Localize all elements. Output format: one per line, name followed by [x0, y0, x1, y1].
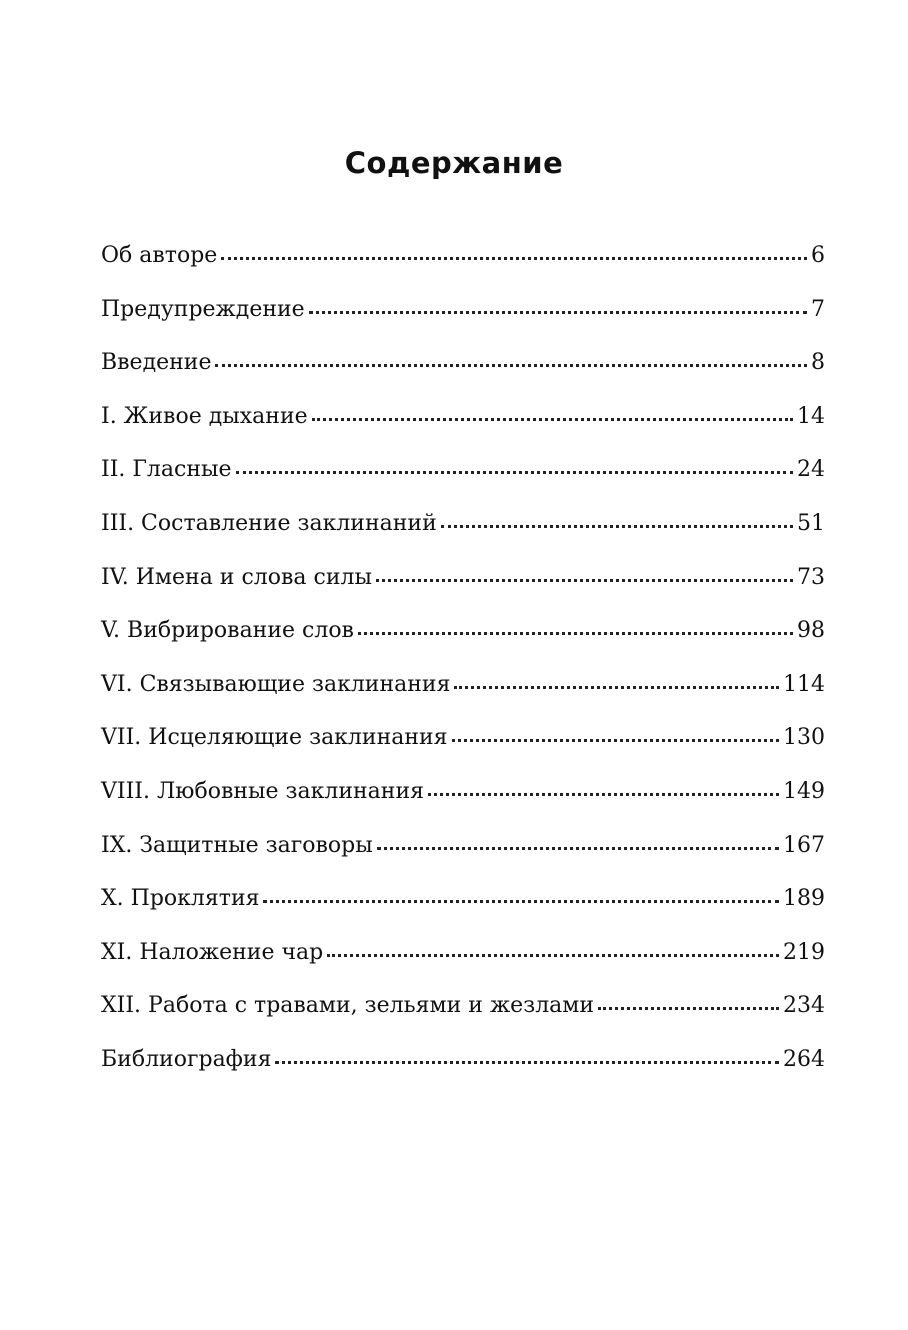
toc-entry-page: 73: [797, 564, 825, 590]
dot-leader: [454, 686, 779, 689]
toc-entry-introduction[interactable]: [101, 343, 825, 397]
toc-entry-label: V. Вибрирование слов: [101, 618, 354, 644]
toc-entry-label: Предупреждение: [101, 296, 305, 322]
toc-entry-label: VII. Исцеляющие заклинания: [101, 725, 448, 751]
dot-leader: [215, 364, 807, 367]
toc-entry-page: 130: [783, 725, 825, 751]
toc-entry-label: I. Живое дыхание: [101, 403, 308, 429]
toc-entry-label: III. Составление заклинаний: [101, 510, 437, 536]
toc-entry-page: 8: [811, 350, 825, 376]
toc-entry-chapter-1[interactable]: [101, 397, 825, 451]
dot-leader: [327, 954, 779, 957]
dot-leader: [275, 1061, 779, 1064]
toc-title: Содержание: [344, 146, 564, 180]
toc-entry-about-author[interactable]: [101, 236, 825, 290]
table-of-contents: [101, 236, 825, 1094]
toc-entry-page: 234: [783, 993, 825, 1019]
toc-entry-page: 114: [783, 671, 825, 697]
toc-entry-bibliography[interactable]: [101, 1040, 825, 1094]
toc-entry-chapter-8[interactable]: [101, 772, 825, 826]
toc-entry-page: 98: [797, 618, 825, 644]
toc-entry-label: XI. Наложение чар: [101, 939, 324, 965]
dot-leader: [221, 257, 807, 260]
toc-entry-page: 24: [797, 457, 825, 483]
toc-entry-chapter-5[interactable]: [101, 611, 825, 665]
toc-entry-label: VIII. Любовные заклинания: [101, 778, 425, 804]
toc-entry-label: Об авторе: [101, 243, 218, 268]
toc-entry-chapter-12[interactable]: [101, 986, 825, 1040]
dot-leader: [598, 1007, 779, 1010]
toc-entry-page: 51: [797, 510, 825, 536]
toc-entry-label: IV. Имена и слова силы: [101, 564, 372, 590]
toc-entry-chapter-2[interactable]: [101, 450, 825, 504]
toc-entry-label: Введение: [101, 350, 212, 376]
toc-entry-page: 6: [811, 243, 825, 268]
toc-entry-label: Библиография: [101, 1046, 272, 1072]
toc-entry-chapter-11[interactable]: [101, 933, 825, 987]
toc-entry-warning[interactable]: [101, 290, 825, 344]
toc-entry-chapter-6[interactable]: [101, 665, 825, 719]
toc-entry-page: 189: [783, 886, 825, 912]
dot-leader: [376, 579, 793, 582]
toc-entry-page: 7: [811, 296, 825, 322]
dot-leader: [263, 900, 779, 903]
toc-entry-chapter-4[interactable]: [101, 558, 825, 612]
toc-entry-page: 264: [783, 1046, 825, 1072]
toc-entry-page: 149: [783, 778, 825, 804]
toc-entry-chapter-10[interactable]: [101, 879, 825, 933]
dot-leader: [358, 632, 793, 635]
toc-entry-page: 167: [783, 832, 825, 858]
dot-leader: [312, 418, 793, 421]
dot-leader: [236, 471, 793, 474]
dot-leader: [452, 739, 779, 742]
toc-entry-label: XII. Работа с травами, зельями и жезлами: [101, 993, 595, 1019]
toc-entry-chapter-9[interactable]: [101, 826, 825, 880]
toc-entry-label: II. Гласные: [101, 457, 232, 483]
dot-leader: [377, 847, 779, 850]
toc-entry-label: X. Проклятия: [101, 886, 260, 912]
dot-leader: [309, 311, 807, 314]
toc-entry-page: 219: [783, 939, 825, 965]
toc-entry-chapter-7[interactable]: [101, 718, 825, 772]
dot-leader: [441, 525, 793, 528]
toc-entry-label: VI. Связывающие заклинания: [101, 671, 451, 697]
toc-entry-page: 14: [797, 403, 825, 429]
dot-leader: [428, 793, 779, 796]
toc-entry-chapter-3[interactable]: [101, 504, 825, 558]
toc-entry-label: IX. Защитные заговоры: [101, 832, 373, 858]
